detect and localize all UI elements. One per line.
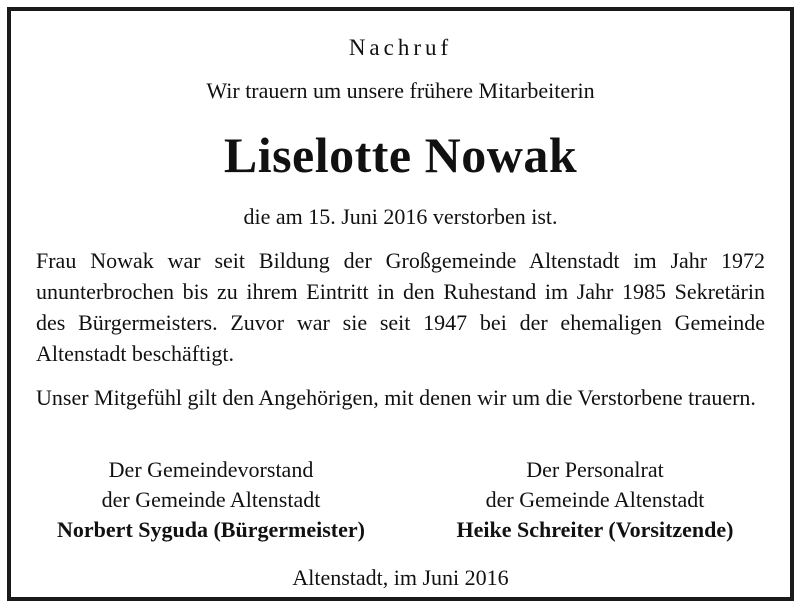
signatory-staff-council <box>415 455 775 545</box>
notice-heading: Nachruf <box>348 35 453 60</box>
place-and-date: Altenstadt, im Juni 2016 <box>292 565 509 590</box>
signatory-org: der Gemeinde Altenstadt <box>485 487 705 512</box>
signatory-person: Norbert Syguda (Bürgermeister) <box>57 517 365 542</box>
signatory-body: Der Gemeindevorstand <box>108 457 314 482</box>
intro-line: Wir trauern um unsere frühere Mitarbeiterin <box>206 78 595 103</box>
obituary-notice <box>7 7 794 601</box>
condolence-paragraph: Unser Mitgefühl gilt den Angehörigen, mit denen wir um die Verstorbene trauern. <box>36 385 756 410</box>
signatory-org: der Gemeinde Altenstadt <box>101 487 321 512</box>
biography-paragraph: Frau Nowak war seit Bildung der Großgemeinde Altenstadt im Jahr 1972 ununterbrochen bis zu ihrem Eintritt in den Ruhestand im Jahr 1985 Sekretärin des Bürgermeisters. Zuvor war sie seit 1947 bei der ehemaligen Gemeinde Altenstadt beschäftigt. <box>36 248 765 366</box>
signatory-body: Der Personalrat <box>526 457 664 482</box>
date-of-death-line: die am 15. Juni 2016 verstorben ist. <box>243 204 558 229</box>
deceased-name: Liselotte Nowak <box>223 127 578 183</box>
signatory-municipal-board <box>31 455 391 545</box>
signatory-person: Heike Schreiter (Vorsitzende) <box>456 517 734 542</box>
